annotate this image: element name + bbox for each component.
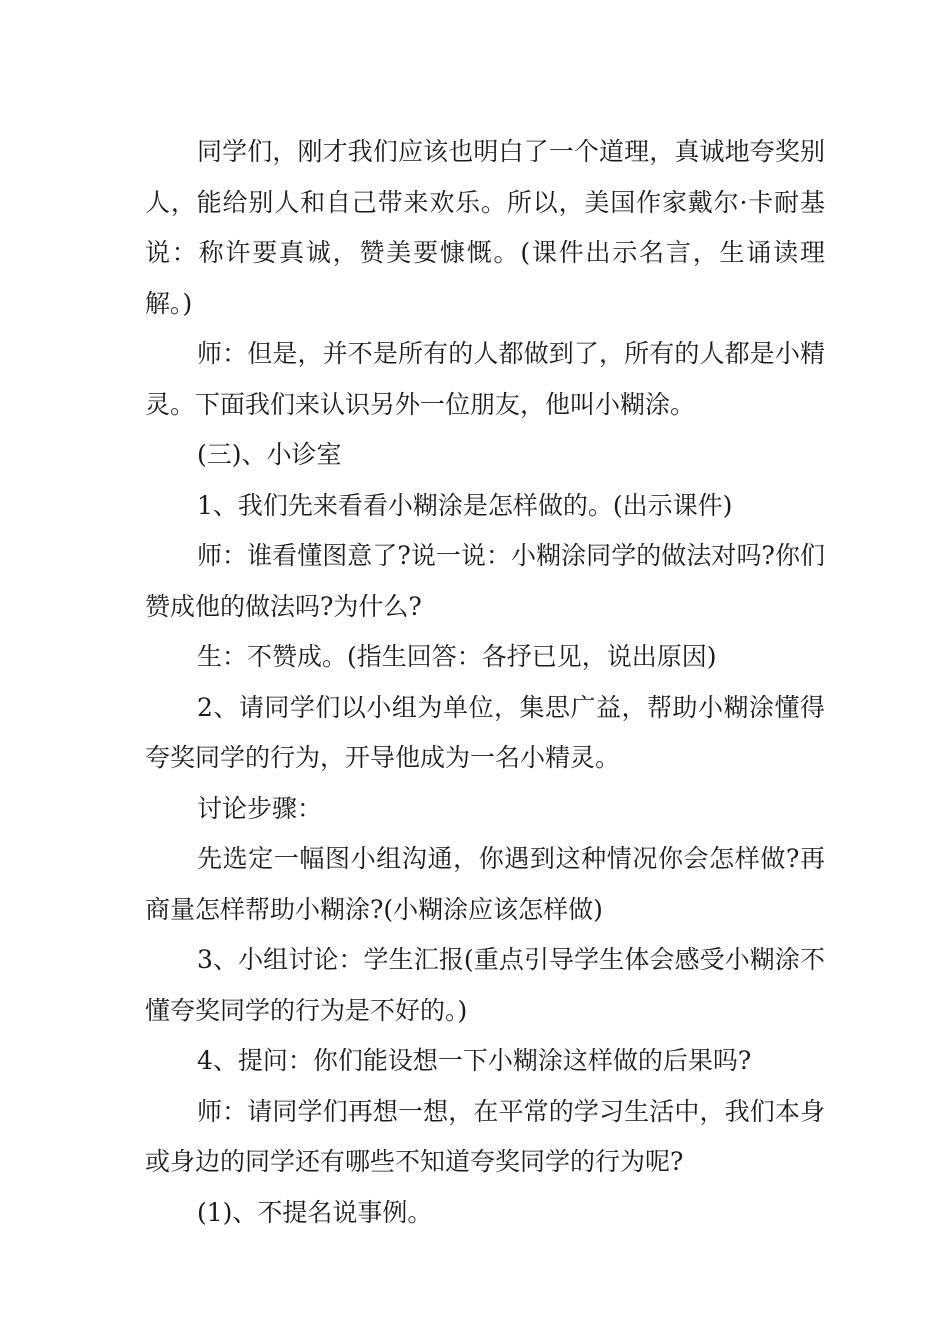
paragraph-4: 1、我们先来看看小糊涂是怎样做的。(出示课件) <box>197 490 733 520</box>
paragraph-10: 3、小组讨论：学生汇报(重点引导学生体会感受小糊涂不懂夸奖同学的行为是不好的。) <box>145 945 825 1025</box>
paragraph-11: 4、提问：你们能设想一下小糊涂这样做的后果吗? <box>197 1046 752 1075</box>
paragraph-6: 生：不赞成。(指生回答：各抒已见，说出原因) <box>197 642 717 671</box>
paragraph-9: 先选定一幅图小组沟通，你遇到这种情况你会怎样做?再商量怎样帮助小糊涂?(小糊涂应该怎样做) <box>145 844 825 924</box>
paragraph-1: 同学们，刚才我们应该也明白了一个道理，真诚地夸奖别人，能给别人和自己带来欢乐。所以，美国作家戴尔·卡耐基说：称许要真诚，赞美要慷慨。(课件出示名言，生诵读理解。) <box>145 137 825 318</box>
document-body <box>145 127 825 1238</box>
paragraph-7: 2、请同学们以小组为单位，集思广益，帮助小糊涂懂得夸奖同学的行为，开导他成为一名小精灵。 <box>145 692 825 772</box>
section-heading: (三)、小诊室 <box>197 440 342 469</box>
paragraph-12: 师：请同学们再想一想，在平常的学习生活中，我们本身或身边的同学还有哪些不知道夸奖同学的行为呢? <box>145 1096 825 1176</box>
paragraph-5: 师：谁看懂图意了?说一说：小糊涂同学的做法对吗?你们赞成他的做法吗?为什么? <box>145 541 825 621</box>
paragraph-8: 讨论步骤： <box>197 793 323 823</box>
paragraph-13: (1)、不提名说事例。 <box>197 1197 433 1227</box>
paragraph-2: 师：但是，并不是所有的人都做到了，所有的人都是小精灵。下面我们来认识另外一位朋友，他叫小糊涂。 <box>145 339 825 419</box>
